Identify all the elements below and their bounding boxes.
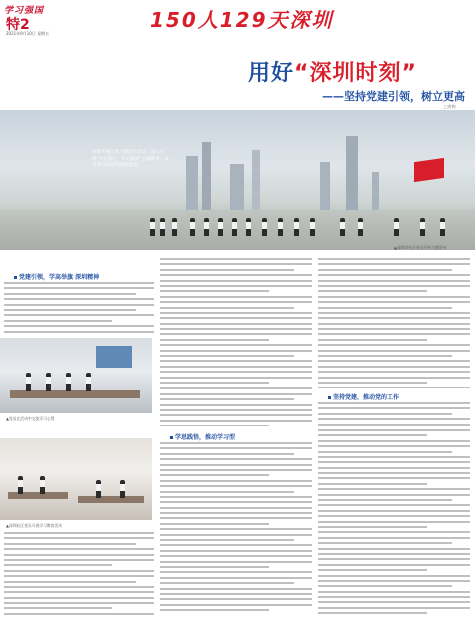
person bbox=[96, 480, 101, 498]
desk bbox=[10, 390, 140, 398]
person bbox=[262, 218, 267, 236]
red-flag bbox=[414, 158, 444, 182]
column-2-text-a bbox=[160, 258, 312, 426]
person bbox=[66, 373, 71, 391]
person bbox=[340, 218, 345, 236]
building bbox=[230, 164, 244, 212]
person bbox=[190, 218, 195, 236]
person bbox=[26, 373, 31, 391]
person bbox=[420, 218, 425, 236]
building bbox=[372, 172, 379, 212]
person bbox=[40, 476, 45, 494]
person bbox=[150, 218, 155, 236]
person bbox=[120, 480, 125, 498]
ground bbox=[0, 210, 475, 250]
person bbox=[172, 218, 177, 236]
person bbox=[232, 218, 237, 236]
person bbox=[294, 218, 299, 236]
dateline: 2021年9月10日 星期五 bbox=[6, 31, 50, 36]
person bbox=[160, 218, 165, 236]
article-title-quote: “深圳时刻” bbox=[294, 61, 417, 86]
meeting-photo-caption: ▲党员在活动中交流学习心得 bbox=[6, 416, 55, 421]
top-photo bbox=[0, 110, 475, 250]
masthead bbox=[0, 0, 475, 40]
person bbox=[204, 218, 209, 236]
building bbox=[320, 162, 330, 212]
page-label: 特2 bbox=[6, 17, 30, 33]
building bbox=[346, 136, 358, 212]
person bbox=[246, 218, 251, 236]
article-byline: □曾梅 bbox=[444, 104, 456, 109]
column-3-text-b bbox=[318, 402, 470, 616]
series-headline: 150人129天深圳 bbox=[150, 8, 334, 32]
column-1-text-b bbox=[4, 532, 154, 616]
desk bbox=[78, 496, 144, 503]
person bbox=[358, 218, 363, 236]
section-heading-3: 学思践悟，推动学习型 bbox=[170, 432, 235, 441]
person bbox=[86, 373, 91, 391]
article-title bbox=[248, 56, 417, 87]
top-photo-caption: 连续开展入党主题党日活动，深入开展“不忘初心、牢记使命”主题教育，奋力书写新时代深圳答卷。 bbox=[92, 150, 169, 169]
person bbox=[218, 218, 223, 236]
desk bbox=[8, 492, 68, 499]
building bbox=[252, 150, 260, 212]
column-1-text-a bbox=[4, 282, 154, 334]
column-3-text-a bbox=[318, 258, 470, 388]
building bbox=[186, 156, 198, 212]
person bbox=[440, 218, 445, 236]
person bbox=[18, 476, 23, 494]
screen bbox=[96, 346, 132, 368]
building bbox=[202, 142, 211, 212]
person bbox=[278, 218, 283, 236]
column-2-text-b bbox=[160, 442, 312, 616]
section-heading-2: 坚持党建，推动党的工作 bbox=[328, 392, 399, 401]
top-photo-caption-right: ▲深圳市社区党员开展主题活动 bbox=[394, 245, 447, 250]
person bbox=[394, 218, 399, 236]
section-heading-1: 党建引领，学高举旗 深圳精神 bbox=[14, 272, 99, 281]
meeting-photo bbox=[0, 338, 152, 413]
person bbox=[46, 373, 51, 391]
classroom-photo bbox=[0, 438, 152, 520]
person bbox=[310, 218, 315, 236]
classroom-photo-caption: ▲深圳社区党员开展学习教育活动 bbox=[6, 523, 63, 528]
newspaper-logo: 学习强国 bbox=[4, 6, 45, 16]
article-subtitle: ——坚持党建引领，树立更高 bbox=[322, 90, 465, 103]
article-title-main: 用好 bbox=[248, 61, 295, 86]
